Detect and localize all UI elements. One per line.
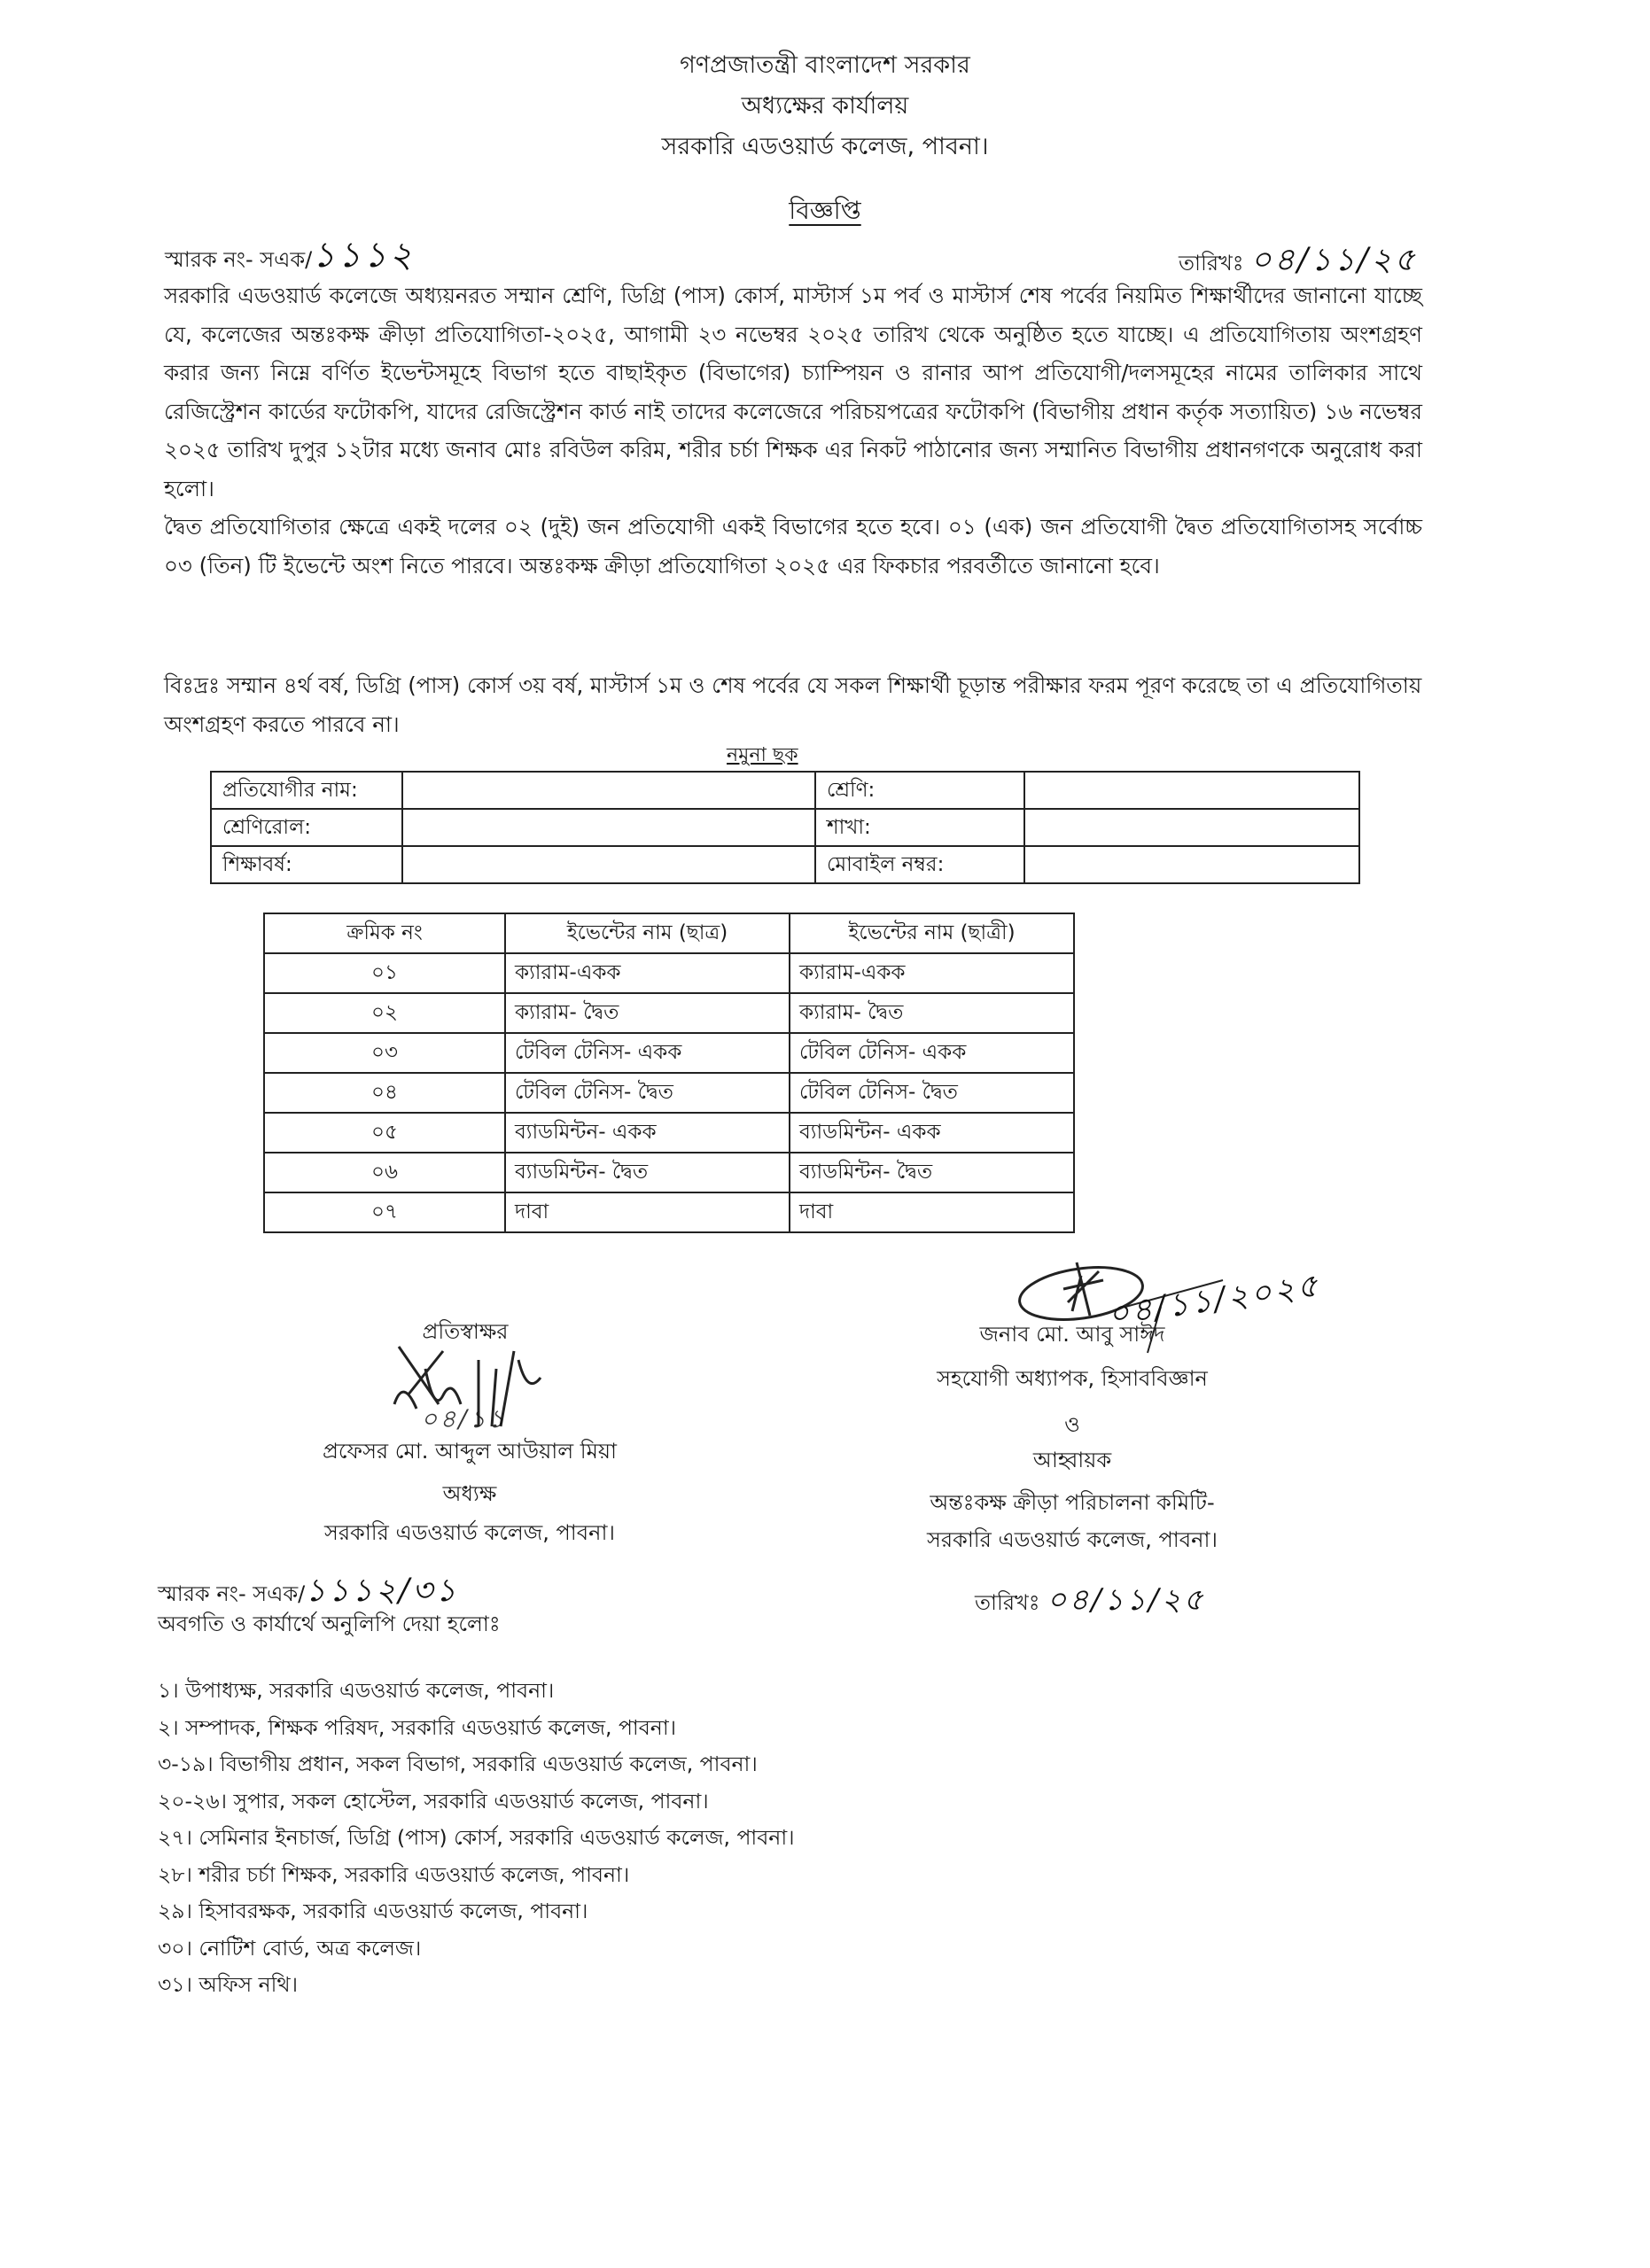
event-girls: টেবিল টেনিস- একক bbox=[790, 1033, 1074, 1073]
copy-memo-date-value: ০৪/১১/২৫ bbox=[1047, 1582, 1206, 1618]
form-label: শিক্ষাবর্ষ: bbox=[211, 846, 402, 883]
header-boys-event: ইভেন্টের নাম (ছাত্র) bbox=[505, 913, 790, 953]
copy-memo-number: ১১১২/৩১ bbox=[305, 1573, 459, 1609]
form-row bbox=[211, 772, 1359, 809]
convener-role: আহ্বায়ক bbox=[1032, 1448, 1112, 1472]
copy-recipients-list bbox=[158, 1673, 795, 2004]
event-row bbox=[264, 1153, 1074, 1192]
convener-committee: অন্তঃকক্ষ ক্রীড়া পরিচালনা কমিটি- bbox=[930, 1490, 1215, 1515]
copy-recipient: ১। উপাধ্যক্ষ, সরকারি এডওয়ার্ড কলেজ, পাবনা। bbox=[158, 1678, 555, 1703]
event-row bbox=[264, 993, 1074, 1033]
copy-recipient: ২০-২৬। সুপার, সকল হোস্টেল, সরকারি এডওয়ার্ড কলেজ, পাবনা। bbox=[158, 1788, 709, 1814]
convener-signature-date: ০৪/১১/২০২৫ bbox=[1105, 1267, 1323, 1333]
form-label: শ্রেণিরোল: bbox=[211, 809, 402, 846]
body-paragraph-2: দ্বৈত প্রতিযোগিতার ক্ষেত্রে একই দলের ০২ (দুই) জন প্রতিযোগী একই বিভাগের হতে হবে। ০১ (এক) জন প্রতিযোগী দ্বৈত প্রতিযোগিতাসহ সর্বোচ্চ ০৩ (তিন) টি ইভেন্টে অংশ নিতে পারবে। অন্তঃকক্ষ ক্রীড়া প্রতিযোগিতা ২০২৫ এর ফিকচার পরবর্তীতে জানানো হবে। bbox=[164, 514, 1422, 579]
header-girls-event: ইভেন্টের নাম (ছাত্রী) bbox=[790, 913, 1074, 953]
principal-institution: সরকারি এডওয়ার্ড কলেজ, পাবনা। bbox=[323, 1520, 615, 1545]
form-value-field[interactable] bbox=[402, 772, 815, 809]
memo-date-label: তারিখঃ bbox=[1179, 251, 1244, 276]
events-table bbox=[263, 913, 1075, 1233]
event-row bbox=[264, 1192, 1074, 1232]
event-girls: ক্যারাম-একক bbox=[790, 953, 1074, 993]
event-boys: ব্যাডমিন্টন- একক bbox=[505, 1113, 790, 1153]
form-value-field[interactable] bbox=[1024, 846, 1359, 883]
principal-signature-date: ০৪/১১ bbox=[421, 1404, 508, 1433]
form-row bbox=[211, 846, 1359, 883]
countersign-caption: প্রতিস্বাক্ষর bbox=[422, 1319, 509, 1344]
header-college: সরকারি এডওয়ার্ড কলেজ, পাবনা। bbox=[661, 133, 989, 160]
copy-memo-date-label: তারিখঃ bbox=[975, 1590, 1040, 1615]
notice-note: বিঃদ্রঃ সম্মান ৪র্থ বর্ষ, ডিগ্রি (পাস) কোর্স ৩য় বর্ষ, মাস্টার্স ১ম ও শেষ পর্বের যে সকল শিক্ষার্থী চূড়ান্ত পরীক্ষার ফরম পূরণ করেছে তা এ প্রতিযোগিতায় অংশগ্রহণ করতে পারবে না। bbox=[164, 672, 1422, 737]
form-label: মোবাইল নম্বর: bbox=[815, 846, 1024, 883]
event-serial: ০২ bbox=[264, 993, 505, 1033]
event-girls: ব্যাডমিন্টন- একক bbox=[790, 1113, 1074, 1153]
event-boys: ক্যারাম- দ্বৈত bbox=[505, 993, 790, 1033]
memo-number: ১১১২ bbox=[312, 235, 416, 276]
memo-date-value: ০৪/১১/২৫ bbox=[1250, 242, 1418, 278]
copy-intro: অবগতি ও কার্যার্থে অনুলিপি দেয়া হলোঃ bbox=[158, 1612, 501, 1636]
notice-title: বিজ্ঞপ্তি bbox=[789, 196, 861, 225]
event-girls: ক্যারাম- দ্বৈত bbox=[790, 993, 1074, 1033]
event-serial: ০৭ bbox=[264, 1192, 505, 1232]
event-boys: টেবিল টেনিস- একক bbox=[505, 1033, 790, 1073]
event-boys: দাবা bbox=[505, 1192, 790, 1232]
event-row bbox=[264, 1033, 1074, 1073]
copy-recipient: ২। সম্পাদক, শিক্ষক পরিষদ, সরকারি এডওয়ার্ড কলেজ, পাবনা। bbox=[158, 1714, 677, 1740]
copy-recipient: ৩০। নোটিশ বোর্ড, অত্র কলেজ। bbox=[158, 1935, 422, 1961]
event-boys: ব্যাডমিন্টন- দ্বৈত bbox=[505, 1153, 790, 1192]
header-office: অধ্যক্ষের কার্যালয় bbox=[741, 92, 909, 120]
event-girls: ব্যাডমিন্টন- দ্বৈত bbox=[790, 1153, 1074, 1192]
form-value-field[interactable] bbox=[1024, 809, 1359, 846]
form-label: প্রতিযোগীর নাম: bbox=[211, 772, 402, 809]
copy-recipient: ২৯। হিসাবরক্ষক, সরকারি এডওয়ার্ড কলেজ, পাবনা। bbox=[158, 1899, 588, 1923]
convener-conjunction: ও bbox=[1064, 1412, 1080, 1437]
sample-form-table bbox=[210, 771, 1360, 884]
event-serial: ০১ bbox=[264, 953, 505, 993]
principal-designation: অধ্যক্ষ bbox=[442, 1481, 497, 1506]
event-row bbox=[264, 1113, 1074, 1153]
header-government: গণপ্রজাতন্ত্রী বাংলাদেশ সরকার bbox=[680, 51, 970, 79]
form-value-field[interactable] bbox=[1024, 772, 1359, 809]
notice-body bbox=[164, 276, 1422, 585]
event-boys: ক্যারাম-একক bbox=[505, 953, 790, 993]
copy-recipient: ৩১। অফিস নথি। bbox=[158, 1972, 299, 1997]
form-value-field[interactable] bbox=[402, 809, 815, 846]
copy-recipient: ৩-১৯। বিভাগীয় প্রধান, সকল বিভাগ, সরকারি এডওয়ার্ড কলেজ, পাবনা। bbox=[158, 1751, 758, 1776]
form-label: শ্রেণি: bbox=[815, 772, 1024, 809]
copy-memo-date bbox=[975, 1577, 1206, 1627]
convener-designation: সহযোগী অধ্যাপক, হিসাববিজ্ঞান bbox=[937, 1366, 1208, 1391]
header-serial: ক্রমিক নং bbox=[264, 913, 505, 953]
principal-name: প্রফেসর মো. আব্দুল আউয়াল মিয়া bbox=[322, 1439, 617, 1464]
memo-label: স্মারক নং- সএক/ bbox=[165, 247, 313, 272]
copy-memo-label: স্মারক নং- সএক/ bbox=[158, 1581, 306, 1606]
event-serial: ০৩ bbox=[264, 1033, 505, 1073]
copy-recipient: ২৮। শরীর চর্চা শিক্ষক, সরকারি এডওয়ার্ড কলেজ, পাবনা। bbox=[158, 1861, 630, 1887]
form-row bbox=[211, 809, 1359, 846]
events-table-header bbox=[264, 913, 1074, 953]
sample-form-title: নমুনা ছক bbox=[727, 744, 798, 766]
convener-institution: সরকারি এডওয়ার্ড কলেজ, পাবনা। bbox=[926, 1527, 1218, 1552]
event-serial: ০৪ bbox=[264, 1073, 505, 1113]
body-paragraph-1: সরকারি এডওয়ার্ড কলেজে অধ্যয়নরত সম্মান শ্রেণি, ডিগ্রি (পাস) কোর্স, মাস্টার্স ১ম পর্ব ও মাস্টার্স শেষ পর্বের নিয়মিত শিক্ষার্থীদের জানানো যাচ্ছে যে, কলেজের অন্তঃকক্ষ ক্রীড়া প্রতিযোগিতা-২০২৫, আগামী ২৩ নভেম্বর ২০২৫ তারিখ থেকে অনুষ্ঠিত হতে যাচ্ছে। এ প্রতিযোগিতায় অংশগ্রহণ করার জন্য নিম্নে বর্ণিত ইভেন্টসমূহে বিভাগ হতে বাছাইকৃত (বিভাগের) চ্যাম্পিয়ন ও রানার আপ প্রতিযোগী/দলসমূহের নামের তালিকার সাথে রেজিস্ট্রেশন কার্ডের ফটোকপি, যাদের রেজিস্ট্রেশন কার্ড নাই তাদের কলেজেরে পরিচয়পত্রের ফটোকপি (বিভাগীয় প্রধান কর্তৃক সত্যায়িত) ১৬ নভেম্বর ২০২৫ তারিখ দুপুর ১২টার মধ্যে জনাব মোঃ রবিউল করিম, শরীর চর্চা শিক্ষক এর নিকট পাঠানোর জন্য সম্মানিত বিভাগীয় প্রধানগণকে অনুরোধ করা হলো। bbox=[164, 283, 1422, 501]
event-serial: ০৬ bbox=[264, 1153, 505, 1192]
copy-recipient: ২৭। সেমিনার ইনচার্জ, ডিগ্রি (পাস) কোর্স, সরকারি এডওয়ার্ড কলেজ, পাবনা। bbox=[158, 1825, 795, 1850]
event-serial: ০৫ bbox=[264, 1113, 505, 1153]
event-boys: টেবিল টেনিস- দ্বৈত bbox=[505, 1073, 790, 1113]
convener-name: জনাব মো. আবু সাঈদ bbox=[979, 1322, 1165, 1347]
form-label: শাখা: bbox=[815, 809, 1024, 846]
event-row bbox=[264, 953, 1074, 993]
form-value-field[interactable] bbox=[402, 846, 815, 883]
event-girls: দাবা bbox=[790, 1192, 1074, 1232]
event-girls: টেবিল টেনিস- দ্বৈত bbox=[790, 1073, 1074, 1113]
event-row bbox=[264, 1073, 1074, 1113]
